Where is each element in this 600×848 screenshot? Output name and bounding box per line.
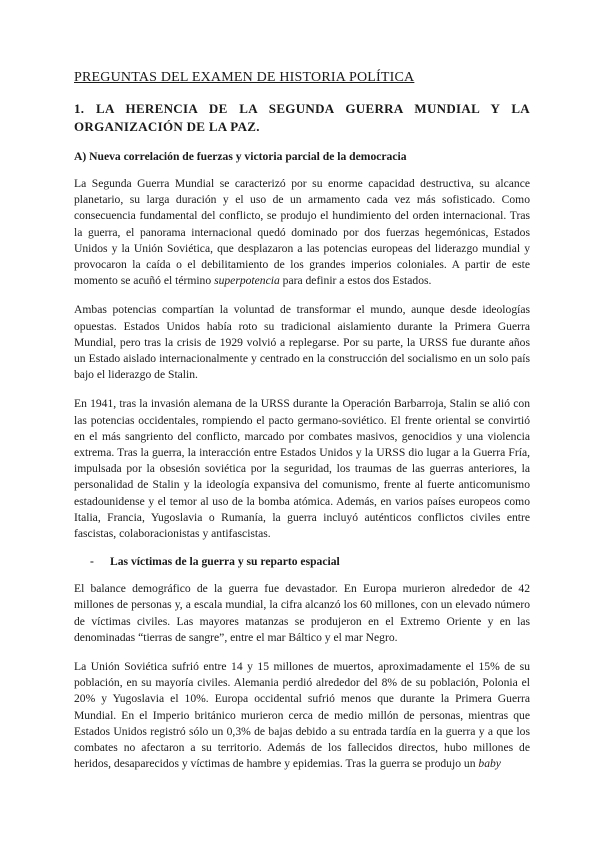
paragraph-5 — [74, 659, 530, 772]
paragraph-3: En 1941, tras la invasión alemana de la URSS durante la Operación Barbarroja, Stalin se alió con las potencias occidentales, rompiendo el pacto germano-soviético. El frente oriental se convirtió en el más sangriento del conflicto, marcado por combates masivos, genocidios y una violencia extrema. Tras la guerra, la interacción entre Estados Unidos y la URSS dio lugar a la Guerra Fría, impulsada por la obsesión soviética por la seguridad, los traumas de las guerras anteriores, la personalidad de Stalin y la ideología expansiva del comunismo, frente al fuerte anticomunismo estadounidense y el temor al uso de la bomba atómica. Además, en varios países europeos como Italia, Francia, Yugoslavia o Rumanía, la guerra incluyó auténticos conflictos civiles entre fascistas, colaboracionistas y antifascistas. — [74, 397, 530, 541]
bullet-heading — [74, 555, 530, 568]
section-heading: 1. LA HERENCIA DE LA SEGUNDA GUERRA MUNDIAL Y LA ORGANIZACIÓN DE LA PAZ. — [74, 101, 530, 134]
paragraph-1-end: para definir a estos dos Estados. — [279, 274, 432, 288]
bullet-heading-text: Las víctimas de la guerra y su reparto espacial — [110, 555, 340, 569]
document-title: PREGUNTAS DEL EXAMEN DE HISTORIA POLÍTICA — [74, 70, 415, 85]
paragraph-4: El balance demográfico de la guerra fue devastador. En Europa murieron alrededor de 42 millones de personas y, a escala mundial, la cifra alcanzó los 60 millones, con un elevado número de víctimas civiles. Las mayores matanzas se produjeron en el Extremo Oriente y en las denominadas “tierras de sangre”, entre el mar Báltico y el mar Negro. — [74, 582, 530, 644]
paragraph-2: Ambas potencias compartían la voluntad de transformar el mundo, aunque desde ideologías opuestas. Estados Unidos había roto su tradicional aislamiento durante la Primera Guerra Mundial, pero tras la crisis de 1929 volvió a replegarse. Por su parte, la URSS fue durante años un Estado aislado internacionalmente y centrado en la construcción del socialismo en un solo país bajo el liderazgo de Stalin. — [74, 303, 530, 382]
paragraph-5-text: La Unión Soviética sufrió entre 14 y 15 millones de muertos, aproximadamente el 15% de su población, en su mayoría civiles. Alemania perdió alrededor del 8% de su población, Polonia el 20% y Yugoslavia el 10%. Europa occidental sufrió menos que durante la Primera Guerra Mundial. En el Imperio británico murieron cerca de medio millón de personas, mientras que Estados Unidos registró sólo un 0,3% de bajas debido a su entrada tardía en la guerra y a que los combates no afectaron a su territorio. Además de los fallecidos directos, hubo millones de heridos, desaparecidos y víctimas de hambre y epidemias. Tras la guerra se produjo un — [74, 660, 530, 771]
paragraph-1 — [74, 176, 530, 289]
paragraph-1-italic: superpotencia — [214, 274, 280, 288]
bullet-dash: - — [90, 555, 94, 569]
paragraph-5-italic: baby — [478, 757, 501, 771]
subheading-a: A) Nueva correlación de fuerzas y victoria parcial de la democracia — [74, 150, 407, 163]
paragraph-1-text: La Segunda Guerra Mundial se caracterizó por su enorme capacidad destructiva, su alcance planetario, su larga duración y el uso de un armamento cada vez más sofisticado. Como consecuencia fundamental del conflicto, se produjo el hundimiento del orden internacional. Tras la guerra, el panorama internacional quedó dominado por dos fuerzas hegemónicas, Estados Unidos y la Unión Soviética, que desplazaron a las potencias europeas del liderazgo mundial y provocaron la caída o el debilitamiento de los grandes imperios coloniales. A partir de este momento se acuñó el término — [74, 177, 530, 288]
